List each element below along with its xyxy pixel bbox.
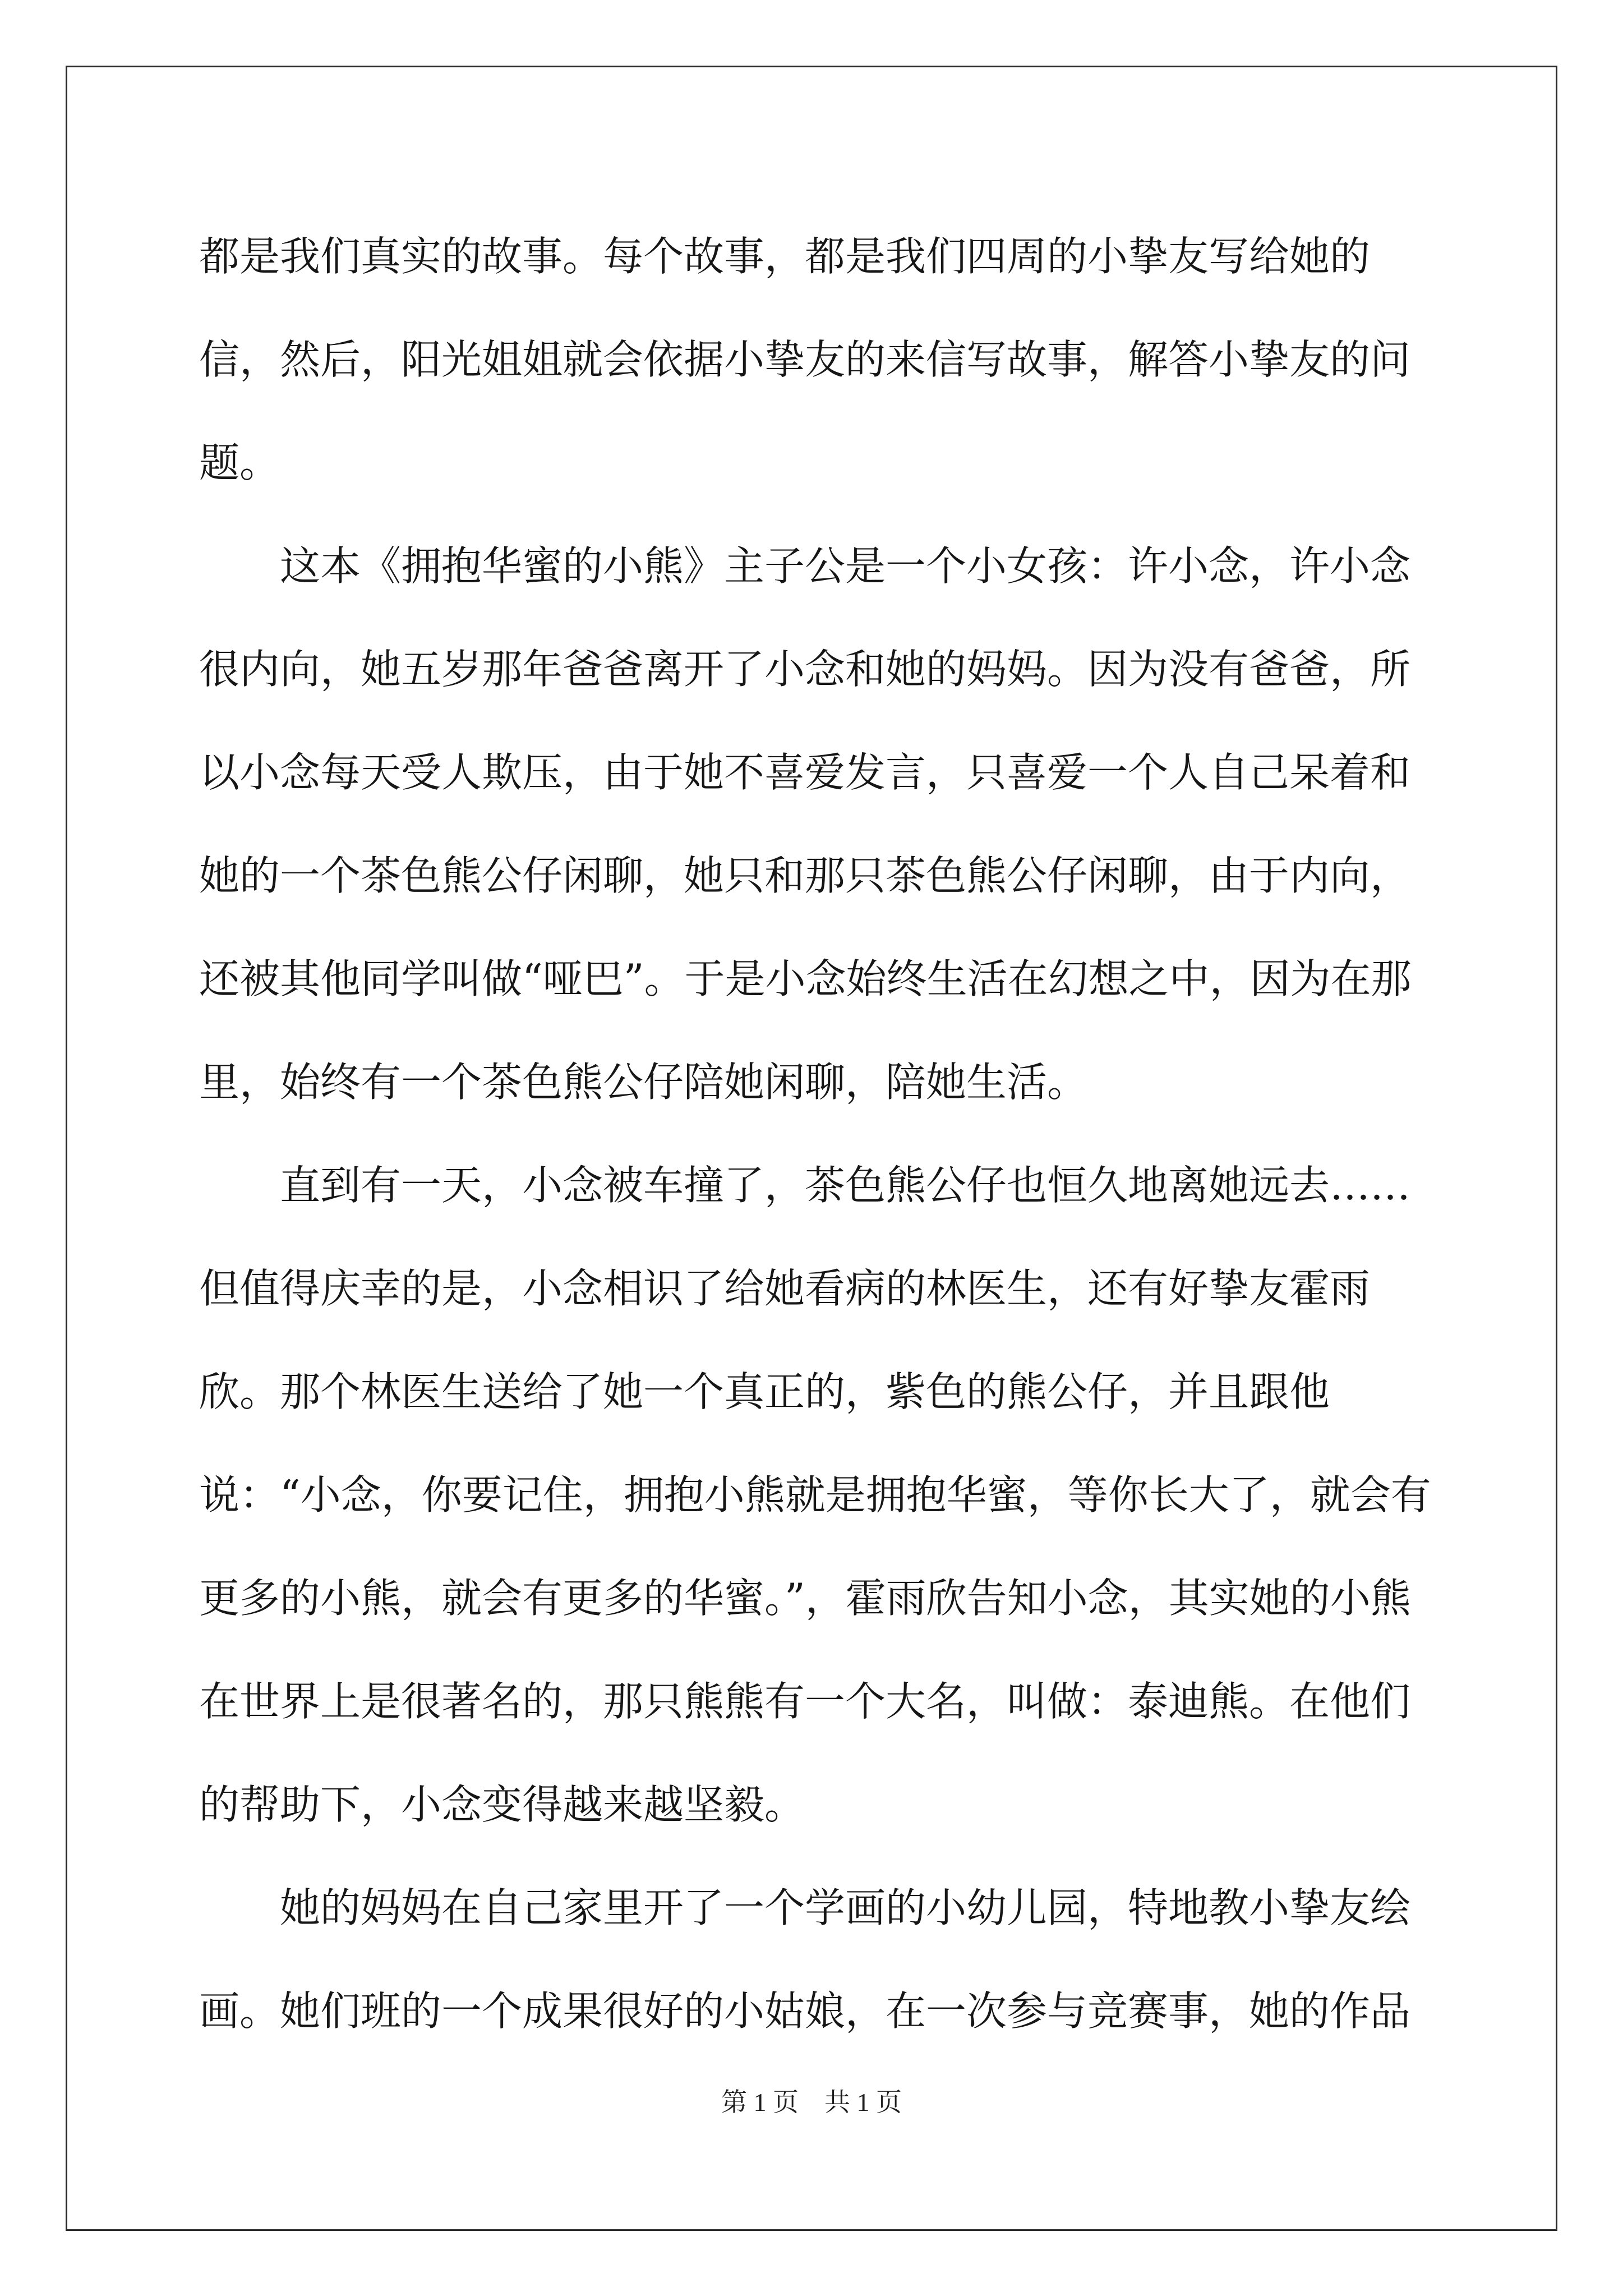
page-footer: 第 1 页 共 1 页	[721, 2088, 902, 2116]
paragraph-1: 都是我们真实的故事。每个故事，都是我们四周的小挚友写给她的信，然后，阳光姐姐就会依据小挚友的来信写故事，解答小挚友的问题。	[199, 233, 1411, 486]
paragraph-2: 这本《拥抱华蜜的小熊》主子公是一个小女孩：许小念，许小念很内向，她五岁那年爸爸离开了小念和她的妈妈。因为没有爸爸，所以小念每天受人欺压，由于她不喜爱发言，只喜爱一个人自己呆着和她的一个茶色熊公仔闲聊，她只和那只茶色熊公仔闲聊，由于内向，还被其他同学叫做“哑巴”。于是小念始终生活在幻想之中，因为在那里，始终有一个茶色熊公仔陪她闲聊，陪她生活。	[199, 542, 1412, 1106]
paragraph-4: 她的妈妈在自己家里开了一个学画的小幼儿园，特地教小挚友绘画。她们班的一个成果很好的小姑娘，在一次参与竞赛事，她的作品	[199, 1884, 1411, 2035]
document-body	[199, 205, 1438, 2063]
paragraph-3: 直到有一天，小念被车撞了，茶色熊公仔也恒久地离她远去……但值得庆幸的是，小念相识了给她看病的林医生，还有好挚友霍雨欣。那个林医生送给了她一个真正的，紫色的熊公仔，并且跟他说：“小念，你要记住，拥抱小熊就是拥抱华蜜，等你长大了，就会有更多的小熊，就会有更多的华蜜。”，霍雨欣告知小念，其实她的小熊在世界上是很著名的，那只熊熊有一个大名，叫做：泰迪熊。在他们的帮助下，小念变得越来越坚毅。	[199, 1162, 1431, 1828]
